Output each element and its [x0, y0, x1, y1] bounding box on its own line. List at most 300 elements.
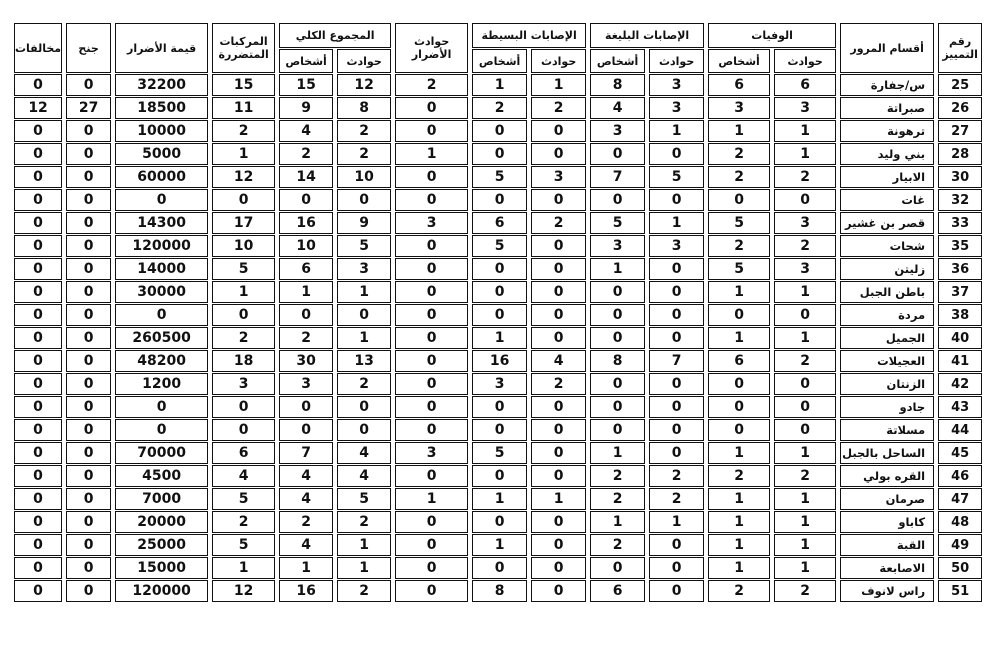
cell-misdemeanors: 0 [66, 235, 111, 257]
cell-total-accidents: 0 [337, 304, 391, 326]
cell-violations: 0 [14, 350, 62, 372]
cell-deaths-accidents: 2 [774, 350, 836, 372]
cell-serious-accidents: 0 [649, 373, 704, 395]
cell-vehicles: 10 [212, 235, 275, 257]
header-serious-injuries: الإصابات البليغة [590, 23, 704, 48]
cell-damage-value: 30000 [115, 281, 208, 303]
header-serious-accidents: حوادث [649, 49, 704, 73]
table-row [14, 442, 982, 464]
cell-damage-value: 48200 [115, 350, 208, 372]
cell-serious-accidents: 0 [649, 281, 704, 303]
cell-deaths-accidents: 2 [774, 580, 836, 602]
cell-section: مردة [840, 304, 934, 326]
cell-minor-accidents: 0 [531, 580, 586, 602]
cell-total-accidents: 1 [337, 281, 391, 303]
cell-total-accidents: 2 [337, 580, 391, 602]
cell-minor-persons: 6 [472, 212, 527, 234]
cell-section: س/جفارة [840, 74, 934, 96]
cell-violations: 0 [14, 442, 62, 464]
cell-damage-accidents: 3 [395, 212, 468, 234]
cell-vehicles: 2 [212, 327, 275, 349]
cell-minor-accidents: 0 [531, 419, 586, 441]
cell-serious-persons: 5 [590, 212, 645, 234]
cell-deaths-persons: 2 [708, 580, 770, 602]
cell-section: القره بولي [840, 465, 934, 487]
cell-violations: 0 [14, 327, 62, 349]
cell-misdemeanors: 0 [66, 488, 111, 510]
cell-code: 45 [938, 442, 982, 464]
cell-section: الابيار [840, 166, 934, 188]
cell-deaths-persons: 1 [708, 511, 770, 533]
cell-misdemeanors: 0 [66, 258, 111, 280]
table-row [14, 212, 982, 234]
cell-minor-accidents: 0 [531, 442, 586, 464]
header-misdemeanors: جنح [66, 23, 111, 73]
cell-damage-value: 14300 [115, 212, 208, 234]
header-minor-accidents: حوادث [531, 49, 586, 73]
cell-damage-accidents: 0 [395, 373, 468, 395]
cell-section: صبراتة [840, 97, 934, 119]
cell-minor-persons: 0 [472, 189, 527, 211]
cell-total-accidents: 2 [337, 120, 391, 142]
cell-code: 46 [938, 465, 982, 487]
cell-deaths-persons: 1 [708, 327, 770, 349]
cell-serious-accidents: 2 [649, 465, 704, 487]
table-row [14, 488, 982, 510]
cell-damage-accidents: 0 [395, 419, 468, 441]
header-code-line2: التمييز [942, 48, 978, 61]
cell-vehicles: 5 [212, 534, 275, 556]
header-deaths-accidents: حوادث [774, 49, 836, 73]
cell-violations: 0 [14, 534, 62, 556]
cell-code: 36 [938, 258, 982, 280]
cell-damage-value: 14000 [115, 258, 208, 280]
cell-misdemeanors: 0 [66, 74, 111, 96]
cell-serious-accidents: 0 [649, 534, 704, 556]
cell-deaths-accidents: 3 [774, 212, 836, 234]
cell-total-accidents: 4 [337, 465, 391, 487]
cell-minor-persons: 0 [472, 120, 527, 142]
cell-code: 41 [938, 350, 982, 372]
table-row [14, 166, 982, 188]
table-row [14, 327, 982, 349]
cell-total-accidents: 0 [337, 189, 391, 211]
cell-damage-value: 5000 [115, 143, 208, 165]
cell-damage-value: 0 [115, 304, 208, 326]
cell-deaths-persons: 3 [708, 97, 770, 119]
header-total-persons: أشخاص [279, 49, 333, 73]
cell-violations: 0 [14, 143, 62, 165]
cell-damage-accidents: 0 [395, 166, 468, 188]
cell-minor-persons: 1 [472, 327, 527, 349]
cell-total-accidents: 1 [337, 327, 391, 349]
cell-serious-accidents: 0 [649, 557, 704, 579]
cell-deaths-persons: 1 [708, 488, 770, 510]
cell-serious-accidents: 1 [649, 511, 704, 533]
cell-code: 25 [938, 74, 982, 96]
header-serious-persons: أشخاص [590, 49, 645, 73]
cell-minor-persons: 0 [472, 511, 527, 533]
table-row [14, 373, 982, 395]
cell-vehicles: 4 [212, 465, 275, 487]
cell-serious-accidents: 3 [649, 74, 704, 96]
cell-deaths-accidents: 3 [774, 258, 836, 280]
cell-deaths-persons: 2 [708, 465, 770, 487]
cell-vehicles: 1 [212, 557, 275, 579]
cell-misdemeanors: 0 [66, 511, 111, 533]
cell-total-accidents: 3 [337, 258, 391, 280]
cell-section: غات [840, 189, 934, 211]
cell-section: الجميل [840, 327, 934, 349]
cell-total-persons: 1 [279, 557, 333, 579]
cell-damage-value: 120000 [115, 235, 208, 257]
cell-section: شحات [840, 235, 934, 257]
header-total-accidents: حوادث [337, 49, 391, 73]
cell-violations: 0 [14, 235, 62, 257]
cell-total-persons: 4 [279, 465, 333, 487]
cell-deaths-accidents: 0 [774, 419, 836, 441]
cell-deaths-accidents: 1 [774, 511, 836, 533]
cell-code: 50 [938, 557, 982, 579]
cell-section: مسلاتة [840, 419, 934, 441]
cell-minor-accidents: 0 [531, 396, 586, 418]
cell-serious-persons: 2 [590, 488, 645, 510]
cell-vehicles: 0 [212, 396, 275, 418]
cell-minor-accidents: 3 [531, 166, 586, 188]
cell-misdemeanors: 0 [66, 580, 111, 602]
cell-total-persons: 2 [279, 327, 333, 349]
cell-serious-persons: 8 [590, 350, 645, 372]
cell-deaths-persons: 2 [708, 143, 770, 165]
cell-deaths-accidents: 1 [774, 120, 836, 142]
cell-code: 28 [938, 143, 982, 165]
cell-misdemeanors: 0 [66, 166, 111, 188]
cell-deaths-accidents: 2 [774, 166, 836, 188]
cell-damage-accidents: 0 [395, 97, 468, 119]
cell-total-accidents: 2 [337, 143, 391, 165]
cell-serious-accidents: 0 [649, 580, 704, 602]
cell-total-persons: 0 [279, 189, 333, 211]
cell-violations: 0 [14, 373, 62, 395]
cell-total-persons: 6 [279, 258, 333, 280]
cell-damage-accidents: 0 [395, 350, 468, 372]
cell-serious-accidents: 0 [649, 419, 704, 441]
cell-serious-accidents: 5 [649, 166, 704, 188]
cell-total-accidents: 5 [337, 235, 391, 257]
cell-section: زليتن [840, 258, 934, 280]
table-row [14, 465, 982, 487]
cell-section: بني وليد [840, 143, 934, 165]
table-header [14, 23, 982, 73]
cell-minor-persons: 0 [472, 557, 527, 579]
cell-serious-persons: 2 [590, 534, 645, 556]
cell-code: 47 [938, 488, 982, 510]
cell-deaths-accidents: 1 [774, 143, 836, 165]
header-section: أقسام المرور [840, 23, 934, 73]
table-row [14, 580, 982, 602]
cell-total-accidents: 0 [337, 419, 391, 441]
cell-misdemeanors: 0 [66, 189, 111, 211]
cell-minor-persons: 5 [472, 166, 527, 188]
cell-serious-persons: 0 [590, 419, 645, 441]
cell-serious-accidents: 1 [649, 120, 704, 142]
cell-deaths-persons: 1 [708, 120, 770, 142]
cell-serious-accidents: 0 [649, 189, 704, 211]
cell-damage-accidents: 1 [395, 488, 468, 510]
cell-violations: 0 [14, 557, 62, 579]
cell-total-persons: 4 [279, 534, 333, 556]
cell-misdemeanors: 0 [66, 396, 111, 418]
cell-minor-accidents: 0 [531, 235, 586, 257]
cell-total-accidents: 12 [337, 74, 391, 96]
cell-deaths-accidents: 1 [774, 557, 836, 579]
cell-minor-persons: 16 [472, 350, 527, 372]
cell-damage-accidents: 0 [395, 304, 468, 326]
cell-section: باطن الجبل [840, 281, 934, 303]
table-row [14, 511, 982, 533]
cell-damage-accidents: 0 [395, 557, 468, 579]
cell-damage-value: 1200 [115, 373, 208, 395]
cell-misdemeanors: 0 [66, 534, 111, 556]
header-deaths: الوفيات [708, 23, 836, 48]
cell-total-accidents: 5 [337, 488, 391, 510]
cell-serious-accidents: 0 [649, 258, 704, 280]
cell-damage-value: 0 [115, 189, 208, 211]
cell-serious-persons: 0 [590, 143, 645, 165]
cell-total-persons: 1 [279, 281, 333, 303]
cell-serious-persons: 4 [590, 97, 645, 119]
cell-serious-accidents: 3 [649, 97, 704, 119]
cell-minor-accidents: 2 [531, 373, 586, 395]
cell-serious-persons: 0 [590, 373, 645, 395]
cell-damage-accidents: 0 [395, 465, 468, 487]
cell-total-persons: 30 [279, 350, 333, 372]
cell-deaths-persons: 6 [708, 74, 770, 96]
cell-serious-persons: 0 [590, 557, 645, 579]
header-minor-persons: أشخاص [472, 49, 527, 73]
header-total: المجموع الكلي [279, 23, 391, 48]
cell-section: الزنتان [840, 373, 934, 395]
cell-code: 49 [938, 534, 982, 556]
cell-minor-accidents: 0 [531, 534, 586, 556]
cell-serious-accidents: 0 [649, 396, 704, 418]
cell-minor-accidents: 0 [531, 281, 586, 303]
table-row [14, 304, 982, 326]
cell-minor-accidents: 0 [531, 304, 586, 326]
cell-serious-persons: 8 [590, 74, 645, 96]
cell-serious-persons: 1 [590, 258, 645, 280]
cell-total-accidents: 2 [337, 511, 391, 533]
table-row [14, 350, 982, 372]
cell-damage-accidents: 0 [395, 258, 468, 280]
cell-serious-persons: 0 [590, 396, 645, 418]
cell-total-accidents: 1 [337, 557, 391, 579]
cell-deaths-persons: 2 [708, 166, 770, 188]
cell-minor-persons: 2 [472, 97, 527, 119]
header-damage-accidents [395, 23, 468, 73]
cell-code: 33 [938, 212, 982, 234]
cell-total-persons: 4 [279, 488, 333, 510]
cell-total-persons: 0 [279, 396, 333, 418]
cell-misdemeanors: 0 [66, 419, 111, 441]
cell-total-persons: 14 [279, 166, 333, 188]
cell-damage-value: 10000 [115, 120, 208, 142]
cell-damage-accidents: 0 [395, 534, 468, 556]
cell-total-persons: 7 [279, 442, 333, 464]
table-row [14, 97, 982, 119]
cell-deaths-persons: 0 [708, 373, 770, 395]
cell-deaths-persons: 1 [708, 442, 770, 464]
cell-section: الاصابعة [840, 557, 934, 579]
cell-code: 37 [938, 281, 982, 303]
cell-vehicles: 2 [212, 511, 275, 533]
cell-total-persons: 2 [279, 511, 333, 533]
cell-misdemeanors: 0 [66, 304, 111, 326]
cell-total-persons: 10 [279, 235, 333, 257]
cell-violations: 0 [14, 419, 62, 441]
cell-deaths-persons: 0 [708, 189, 770, 211]
cell-vehicles: 0 [212, 189, 275, 211]
cell-minor-persons: 0 [472, 281, 527, 303]
cell-serious-persons: 3 [590, 235, 645, 257]
cell-deaths-persons: 2 [708, 235, 770, 257]
cell-code: 48 [938, 511, 982, 533]
cell-deaths-accidents: 6 [774, 74, 836, 96]
cell-deaths-accidents: 1 [774, 488, 836, 510]
cell-deaths-accidents: 0 [774, 373, 836, 395]
cell-violations: 0 [14, 580, 62, 602]
table-row [14, 74, 982, 96]
cell-serious-accidents: 2 [649, 488, 704, 510]
cell-violations: 0 [14, 396, 62, 418]
cell-section: القبة [840, 534, 934, 556]
cell-total-persons: 15 [279, 74, 333, 96]
cell-vehicles: 18 [212, 350, 275, 372]
cell-total-persons: 16 [279, 212, 333, 234]
cell-minor-persons: 0 [472, 465, 527, 487]
cell-damage-accidents: 0 [395, 281, 468, 303]
cell-minor-persons: 0 [472, 396, 527, 418]
cell-total-accidents: 0 [337, 396, 391, 418]
cell-violations: 0 [14, 166, 62, 188]
cell-misdemeanors: 27 [66, 97, 111, 119]
cell-total-persons: 9 [279, 97, 333, 119]
cell-damage-value: 32200 [115, 74, 208, 96]
cell-total-accidents: 2 [337, 373, 391, 395]
cell-section: صرمان [840, 488, 934, 510]
cell-vehicles: 1 [212, 281, 275, 303]
cell-deaths-accidents: 3 [774, 97, 836, 119]
cell-serious-accidents: 0 [649, 304, 704, 326]
cell-deaths-accidents: 1 [774, 534, 836, 556]
cell-deaths-accidents: 1 [774, 442, 836, 464]
cell-vehicles: 1 [212, 143, 275, 165]
cell-damage-value: 120000 [115, 580, 208, 602]
cell-damage-accidents: 0 [395, 120, 468, 142]
cell-violations: 0 [14, 281, 62, 303]
cell-section: الساحل بالجبل [840, 442, 934, 464]
cell-damage-value: 18500 [115, 97, 208, 119]
cell-damage-value: 15000 [115, 557, 208, 579]
cell-deaths-persons: 0 [708, 419, 770, 441]
cell-code: 40 [938, 327, 982, 349]
cell-minor-accidents: 0 [531, 327, 586, 349]
cell-misdemeanors: 0 [66, 327, 111, 349]
cell-misdemeanors: 0 [66, 442, 111, 464]
cell-vehicles: 12 [212, 580, 275, 602]
table-row [14, 235, 982, 257]
cell-minor-persons: 1 [472, 488, 527, 510]
header-vehicles-line2: المتضررة [218, 48, 269, 61]
cell-minor-persons: 1 [472, 74, 527, 96]
cell-minor-persons: 0 [472, 304, 527, 326]
header-damage-accidents-line2: الأضرار [411, 48, 452, 61]
table-row [14, 419, 982, 441]
cell-vehicles: 2 [212, 120, 275, 142]
cell-damage-accidents: 0 [395, 511, 468, 533]
cell-deaths-accidents: 0 [774, 189, 836, 211]
cell-serious-persons: 0 [590, 189, 645, 211]
cell-misdemeanors: 0 [66, 212, 111, 234]
cell-damage-accidents: 2 [395, 74, 468, 96]
cell-total-accidents: 9 [337, 212, 391, 234]
cell-section: العجيلات [840, 350, 934, 372]
cell-serious-accidents: 0 [649, 327, 704, 349]
cell-damage-value: 7000 [115, 488, 208, 510]
cell-damage-value: 20000 [115, 511, 208, 533]
cell-violations: 0 [14, 74, 62, 96]
cell-section: ترهونة [840, 120, 934, 142]
cell-damage-accidents: 0 [395, 189, 468, 211]
cell-violations: 12 [14, 97, 62, 119]
cell-serious-persons: 3 [590, 120, 645, 142]
cell-minor-accidents: 2 [531, 97, 586, 119]
table-body [14, 74, 982, 602]
table-row [14, 534, 982, 556]
cell-total-persons: 16 [279, 580, 333, 602]
cell-deaths-accidents: 2 [774, 465, 836, 487]
cell-deaths-accidents: 0 [774, 396, 836, 418]
cell-minor-accidents: 1 [531, 74, 586, 96]
cell-deaths-persons: 5 [708, 212, 770, 234]
cell-deaths-persons: 1 [708, 557, 770, 579]
cell-total-persons: 2 [279, 143, 333, 165]
cell-vehicles: 0 [212, 419, 275, 441]
cell-damage-accidents: 3 [395, 442, 468, 464]
cell-code: 38 [938, 304, 982, 326]
cell-code: 26 [938, 97, 982, 119]
cell-violations: 0 [14, 465, 62, 487]
cell-vehicles: 17 [212, 212, 275, 234]
cell-code: 43 [938, 396, 982, 418]
cell-serious-accidents: 0 [649, 143, 704, 165]
cell-vehicles: 0 [212, 304, 275, 326]
table-row [14, 143, 982, 165]
cell-deaths-accidents: 2 [774, 235, 836, 257]
cell-damage-accidents: 0 [395, 327, 468, 349]
cell-misdemeanors: 0 [66, 281, 111, 303]
cell-total-accidents: 13 [337, 350, 391, 372]
cell-total-accidents: 1 [337, 534, 391, 556]
cell-vehicles: 3 [212, 373, 275, 395]
cell-serious-accidents: 0 [649, 442, 704, 464]
cell-damage-accidents: 0 [395, 235, 468, 257]
cell-violations: 0 [14, 258, 62, 280]
header-damage-value: قيمة الأضرار [115, 23, 208, 73]
cell-damage-value: 0 [115, 396, 208, 418]
cell-serious-persons: 2 [590, 465, 645, 487]
cell-deaths-accidents: 1 [774, 327, 836, 349]
